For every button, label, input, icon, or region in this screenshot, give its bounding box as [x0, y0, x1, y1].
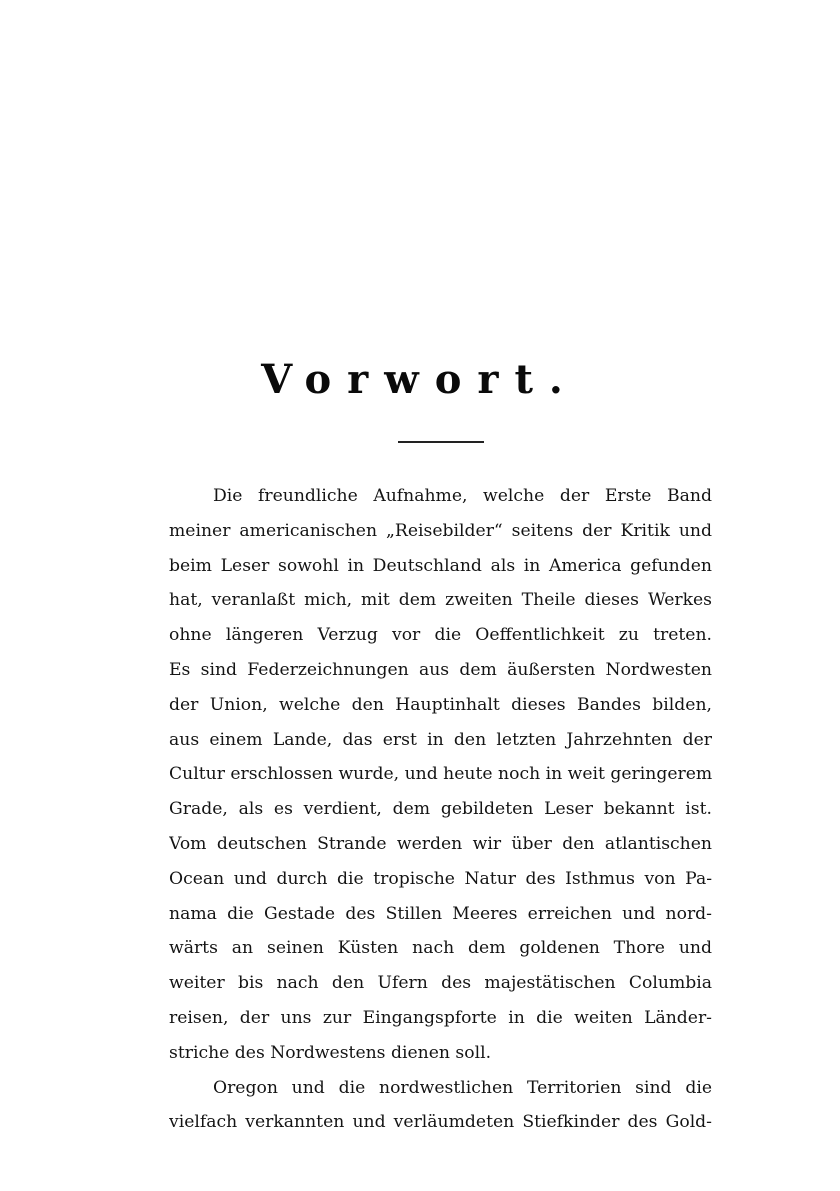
text-line: Cultur erschlossen wurde, und heute noch in weit geringerem [169, 764, 712, 785]
text-line: beim Leser sowohl in Deutschland als in America gefunden [169, 555, 712, 576]
title-divider [398, 441, 484, 443]
text-line: Es sind Federzeichnungen aus dem äußersten Nordwesten [169, 659, 712, 680]
paragraph-2 [169, 1071, 712, 1141]
text-line: nama die Gestade des Stillen Meeres erreichen und nord- [169, 903, 712, 924]
text-line: ohne längeren Verzug vor die Oeffentlichkeit zu treten. [169, 625, 712, 646]
text-line: Grade, als es verdient, dem gebildeten Leser bekannt ist. [169, 799, 712, 820]
text-line: Vom deutschen Strande werden wir über den atlantischen [169, 833, 712, 854]
text-line: der Union, welche den Hauptinhalt dieses Bandes bilden, [169, 694, 712, 715]
text-line: Oregon und die nordwestlichen Territorien sind die [213, 1077, 712, 1098]
text-line: Ocean und durch die tropische Natur des Isthmus von Pa- [169, 868, 712, 889]
text-line: weiter bis nach den Ufern des majestätischen Columbia [169, 973, 712, 994]
text-line: hat, veranlaßt mich, mit dem zweiten Theile dieses Werkes [169, 590, 712, 611]
text-line: meiner americanischen „Reisebilder“ seitens der Kritik und [169, 520, 712, 541]
text-line: aus einem Lande, das erst in den letzten Jahrzehnten der [169, 729, 712, 750]
text-line: Die freundliche Aufnahme, welche der Erste Band [213, 486, 712, 506]
paragraph-1 [169, 479, 712, 1071]
body-text [169, 479, 712, 1140]
text-line: striche des Nordwestens dienen soll. [169, 1042, 492, 1063]
page-title: Vorwort. [261, 356, 579, 403]
text-line: reisen, der uns zur Eingangspforte in die weiten Länder- [169, 1007, 712, 1028]
text-line: vielfach verkannten und verläumdeten Stiefkinder des Gold- [169, 1112, 712, 1133]
text-line: wärts an seinen Küsten nach dem goldenen Thore und [169, 938, 712, 959]
